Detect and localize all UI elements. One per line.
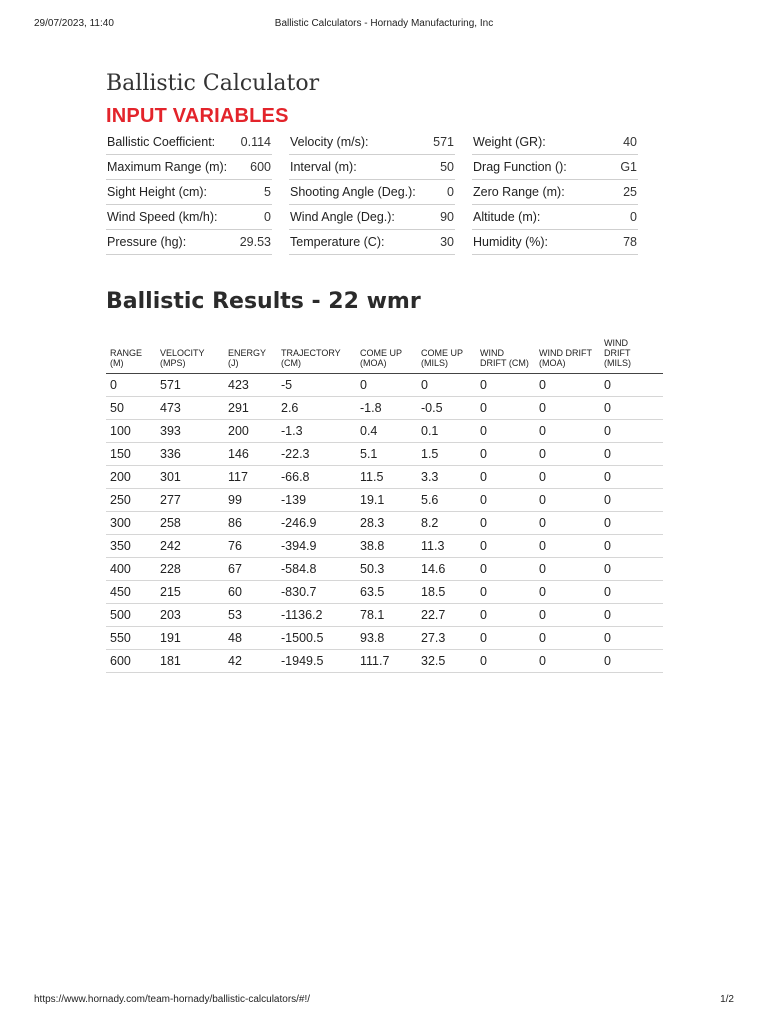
input-variable-label: Maximum Range (m): [107,160,228,174]
input-variable-row [472,205,638,230]
table-cell: 191 [156,627,224,650]
input-variable-value: 29.53 [239,235,271,249]
table-header-row [106,336,663,374]
table-cell: 0 [476,489,535,512]
input-variable-row [289,130,455,155]
input-variable-label: Weight (GR): [473,135,546,149]
input-variable-row [106,155,272,180]
input-variable-value: 40 [623,135,637,149]
table-cell: 0 [476,512,535,535]
column-header-text: WIND [480,348,504,358]
table-cell: 228 [156,558,224,581]
input-variable-label: Altitude (m): [473,210,541,224]
input-variable-value: 0 [630,210,637,224]
table-cell: 18.5 [417,581,476,604]
table-cell: 0 [476,581,535,604]
table-cell: 0 [356,374,417,397]
table-cell: 1.5 [417,443,476,466]
ballistic-results-table [106,336,663,673]
input-variable-value: 5 [264,185,271,199]
input-variable-value: 0 [447,185,454,199]
input-variable-row [289,155,455,180]
column-header [356,336,417,374]
table-cell: 0 [476,466,535,489]
input-variable-row [472,130,638,155]
column-header-text: RANGE [110,348,143,358]
table-cell: 117 [224,466,277,489]
table-cell: -394.9 [277,535,356,558]
table-row [106,535,663,558]
print-datetime: 29/07/2023, 11:40 [34,18,114,29]
input-variable-row [289,180,455,205]
table-cell: 0 [535,604,600,627]
table-cell: 0 [600,466,663,489]
input-variable-label: Humidity (%): [473,235,549,249]
table-cell: 14.6 [417,558,476,581]
input-variable-value: 78 [623,235,637,249]
table-cell: 0 [600,650,663,673]
column-header-text: (J) [228,358,239,368]
table-cell: 27.3 [417,627,476,650]
table-cell: 78.1 [356,604,417,627]
table-cell: 50 [106,397,156,420]
print-document-title: Ballistic Calculators - Hornady Manufacturing, Inc [274,18,494,29]
input-variable-label: Velocity (m/s): [290,135,369,149]
table-cell: 0 [476,604,535,627]
table-cell: 86 [224,512,277,535]
input-variables-heading: INPUT VARIABLES [106,105,289,127]
table-cell: 32.5 [417,650,476,673]
table-cell: 0 [600,489,663,512]
input-variable-value: 600 [250,160,271,174]
input-variable-value: 30 [440,235,454,249]
table-cell: 600 [106,650,156,673]
table-cell: 0 [476,397,535,420]
column-header-text: (MPS) [160,358,186,368]
table-cell: -1500.5 [277,627,356,650]
table-row [106,489,663,512]
table-cell: -66.8 [277,466,356,489]
table-cell: -1.3 [277,420,356,443]
table-cell: 242 [156,535,224,558]
table-cell: 100 [106,420,156,443]
table-cell: 0 [535,512,600,535]
column-header-text: WIND DRIFT [539,348,592,358]
column-header-text: COME UP [360,348,403,358]
table-row [106,466,663,489]
table-cell: 146 [224,443,277,466]
column-header-text: DRIFT (CM) [480,358,529,368]
table-cell: 0 [106,374,156,397]
table-cell: 200 [106,466,156,489]
table-cell: 5.1 [356,443,417,466]
column-header-text: (CM) [281,358,301,368]
table-cell: -246.9 [277,512,356,535]
column-header-text: TRAJECTORY [281,348,341,358]
input-variable-value: G1 [620,160,637,174]
table-cell: 0 [476,650,535,673]
table-cell: 0 [600,512,663,535]
table-cell: 0 [417,374,476,397]
table-cell: 0 [535,466,600,489]
table-cell: 0 [476,443,535,466]
column-header-text: COME UP [421,348,464,358]
column-header-text: (MILS) [421,358,448,368]
table-cell: 0 [600,420,663,443]
print-header [34,18,734,32]
table-row [106,443,663,466]
table-cell: 60 [224,581,277,604]
table-cell: 76 [224,535,277,558]
table-row [106,512,663,535]
table-cell: 93.8 [356,627,417,650]
table-cell: 0 [600,581,663,604]
column-header-text: VELOCITY [160,348,205,358]
input-variable-label: Shooting Angle (Deg.): [290,185,416,199]
table-cell: 450 [106,581,156,604]
input-variable-row [472,230,638,255]
table-cell: 393 [156,420,224,443]
input-variable-label: Wind Speed (km/h): [107,210,218,224]
table-cell: 0 [600,535,663,558]
column-header [277,336,356,374]
input-variable-row [472,180,638,205]
table-cell: -830.7 [277,581,356,604]
table-cell: 258 [156,512,224,535]
table-cell: 99 [224,489,277,512]
table-cell: 0 [535,581,600,604]
column-header-text: (MOA) [539,358,566,368]
table-cell: 0 [476,535,535,558]
table-cell: 250 [106,489,156,512]
table-cell: 67 [224,558,277,581]
table-cell: 53 [224,604,277,627]
table-cell: 22.7 [417,604,476,627]
input-variable-value: 0.114 [240,135,271,149]
table-cell: 0 [535,558,600,581]
column-header-text: DRIFT [604,348,631,358]
table-cell: 0.4 [356,420,417,443]
column-header [535,336,600,374]
table-cell: 0 [535,650,600,673]
table-cell: 2.6 [277,397,356,420]
table-cell: -1949.5 [277,650,356,673]
table-cell: 5.6 [417,489,476,512]
table-cell: 63.5 [356,581,417,604]
table-cell: 11.3 [417,535,476,558]
input-variable-row [106,230,272,255]
print-url: https://www.hornady.com/team-hornady/ballistic-calculators/#!/ [34,994,311,1005]
table-cell: 0 [600,443,663,466]
table-cell: 291 [224,397,277,420]
table-cell: 203 [156,604,224,627]
table-cell: 0 [476,420,535,443]
table-cell: 473 [156,397,224,420]
input-variable-label: Drag Function (): [473,160,567,174]
column-header-text: WIND [604,338,628,348]
input-variable-row [106,130,272,155]
input-variable-label: Wind Angle (Deg.): [290,210,395,224]
table-cell: 0 [600,627,663,650]
table-cell: 11.5 [356,466,417,489]
table-cell: 350 [106,535,156,558]
input-column-3 [472,130,638,255]
table-cell: 3.3 [417,466,476,489]
table-cell: -1.8 [356,397,417,420]
input-variable-label: Pressure (hg): [107,235,187,249]
table-cell: 0 [535,397,600,420]
table-cell: 400 [106,558,156,581]
input-variable-value: 25 [623,185,637,199]
table-row [106,558,663,581]
table-cell: 48 [224,627,277,650]
table-cell: 0 [535,420,600,443]
table-row [106,604,663,627]
table-cell: -22.3 [277,443,356,466]
column-header [106,336,156,374]
table-cell: 28.3 [356,512,417,535]
table-cell: 277 [156,489,224,512]
table-cell: -139 [277,489,356,512]
input-variable-label: Zero Range (m): [473,185,565,199]
table-cell: 0 [535,443,600,466]
table-cell: 111.7 [356,650,417,673]
table-cell: 0 [535,627,600,650]
table-cell: 181 [156,650,224,673]
table-cell: -584.8 [277,558,356,581]
input-variable-row [106,205,272,230]
input-variable-value: 571 [433,135,454,149]
table-cell: 423 [224,374,277,397]
table-cell: 0 [600,558,663,581]
input-variable-row [106,180,272,205]
table-cell: 336 [156,443,224,466]
input-variable-row [289,205,455,230]
table-cell: 300 [106,512,156,535]
table-cell: -1136.2 [277,604,356,627]
input-column-2 [289,130,455,255]
table-cell: -5 [277,374,356,397]
table-cell: 0 [476,374,535,397]
table-cell: 301 [156,466,224,489]
column-header [156,336,224,374]
column-header-text: (M) [110,358,124,368]
table-cell: 200 [224,420,277,443]
column-header [224,336,277,374]
column-header-text: ENERGY [228,348,267,358]
results-title: Ballistic Results - 22 wmr [106,289,421,314]
table-row [106,627,663,650]
table-cell: 0 [535,489,600,512]
table-cell: 500 [106,604,156,627]
input-variable-label: Interval (m): [290,160,357,174]
table-body [106,374,663,673]
input-variable-row [472,155,638,180]
input-variable-row [289,230,455,255]
column-header [476,336,535,374]
table-cell: 215 [156,581,224,604]
table-cell: 8.2 [417,512,476,535]
table-cell: 550 [106,627,156,650]
table-cell: 571 [156,374,224,397]
table-cell: 38.8 [356,535,417,558]
table-row [106,420,663,443]
table-cell: 0 [476,627,535,650]
table-row [106,374,663,397]
table-cell: 0 [535,374,600,397]
table-cell: 150 [106,443,156,466]
input-variable-label: Ballistic Coefficient: [107,135,216,149]
input-variable-value: 50 [440,160,454,174]
page-title: Ballistic Calculator [106,71,320,96]
table-cell: 50.3 [356,558,417,581]
table-row [106,581,663,604]
table-cell: 0 [476,558,535,581]
table-cell: 0.1 [417,420,476,443]
column-header [417,336,476,374]
table-row [106,650,663,673]
print-footer [34,994,734,1008]
table-cell: 0 [535,535,600,558]
page-number: 1/2 [720,994,734,1005]
table-cell: 0 [600,374,663,397]
table-cell: 0 [600,604,663,627]
input-variable-label: Temperature (C): [290,235,385,249]
table-cell: 19.1 [356,489,417,512]
input-variable-value: 0 [264,210,271,224]
column-header-text: (MOA) [360,358,387,368]
input-variable-label: Sight Height (cm): [107,185,208,199]
table-cell: -0.5 [417,397,476,420]
table-cell: 0 [600,397,663,420]
column-header-text: (MILS) [604,358,631,368]
input-variable-value: 90 [440,210,454,224]
input-column-1 [106,130,272,255]
column-header [600,336,663,374]
table-row [106,397,663,420]
table-cell: 42 [224,650,277,673]
